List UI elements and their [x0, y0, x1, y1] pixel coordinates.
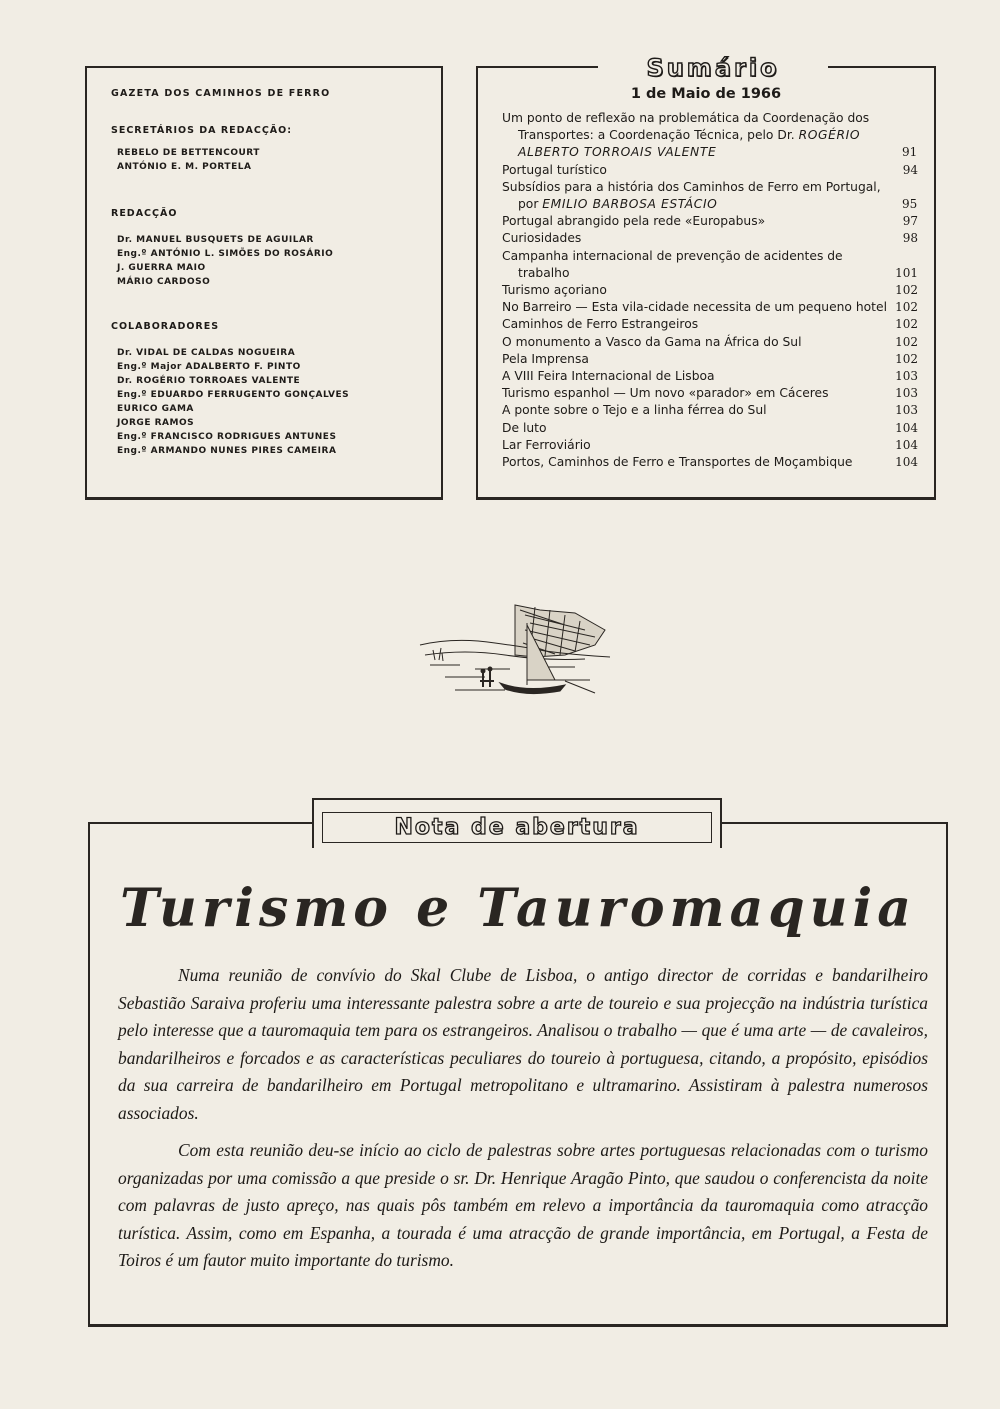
toc-item[interactable]: [502, 368, 926, 385]
toc-item[interactable]: [502, 162, 926, 179]
toc-item-page: 103: [895, 403, 918, 418]
toc-item-title: Portugal turístico: [502, 162, 607, 177]
toc-item-page: 104: [895, 455, 918, 470]
toc-item[interactable]: Subsídios para a história dos Caminhos de Ferro em Portugal, por EMILIO BARBOSA ESTÁCIO 95: [502, 179, 918, 212]
staff-name: EURICO GAMA: [117, 404, 194, 414]
staff-name: Eng.º EDUARDO FERRUGENTO GONÇALVES: [117, 390, 350, 400]
staff-name: Eng.º FRANCISCO RODRIGUES ANTUNES: [117, 432, 337, 442]
staff-box: [85, 66, 443, 500]
toc-item-title: Caminhos de Ferro Estrangeiros: [502, 317, 699, 332]
toc-item-title: De luto: [502, 420, 547, 435]
toc-item[interactable]: [502, 402, 926, 419]
sumario-title: Sumário: [646, 54, 780, 82]
toc-item-author: EMILIO BARBOSA ESTÁCIO: [542, 197, 718, 212]
toc-item-title: Campanha internacional de prevenção de acidentes de trabalho: [502, 248, 843, 280]
toc-item[interactable]: [502, 420, 926, 437]
toc-item-title: Portugal abrangido pela rede «Europabus»: [502, 214, 766, 229]
toc-item-page: 102: [895, 334, 918, 349]
toc-item[interactable]: [502, 282, 926, 299]
secretarios-title: SECRETÁRIOS DA REDACÇÃO:: [111, 125, 293, 136]
article-body: [118, 962, 928, 1285]
toc-item[interactable]: [502, 316, 926, 333]
secretarios-list: [111, 146, 431, 174]
toc-item[interactable]: [502, 454, 926, 471]
toc-item[interactable]: [502, 385, 926, 402]
toc-item[interactable]: [502, 213, 926, 230]
table-of-contents: [502, 110, 926, 471]
masthead: GAZETA DOS CAMINHOS DE FERRO: [111, 88, 331, 99]
toc-item[interactable]: [502, 351, 926, 368]
colaboradores-title: COLABORADORES: [111, 321, 220, 332]
staff-name: J. GUERRA MAIO: [117, 263, 206, 273]
toc-item-page: 102: [895, 317, 918, 332]
staff-name: JORGE RAMOS: [117, 418, 195, 428]
toc-item-page: 101: [895, 265, 918, 280]
staff-name: Eng.º Major ADALBERTO F. PINTO: [117, 362, 301, 372]
article-headline: Turismo e Tauromaquia: [120, 878, 916, 939]
toc-item-title: A VIII Feira Internacional de Lisboa: [502, 369, 715, 384]
toc-item[interactable]: [502, 437, 926, 454]
sumario-box: [476, 54, 936, 500]
toc-item[interactable]: [502, 230, 926, 247]
toc-item-title: Turismo açoriano: [502, 283, 607, 298]
staff-name: Dr. ROGÉRIO TORROAES VALENTE: [117, 376, 301, 386]
redaccao-title: REDACÇÃO: [111, 208, 178, 219]
staff-name: Dr. VIDAL DE CALDAS NOGUEIRA: [117, 348, 296, 358]
staff-name: Eng.º ANTÓNIO L. SIMÕES DO ROSÁRIO: [117, 249, 334, 259]
article-paragraph: Numa reunião de convívio do Skal Clube de Lisboa, o antigo director de corridas e bandarilheiro Sebastião Saraiva proferiu uma interessante palestra sobre a arte de toureio e sua projecção na indústria turística pelo interesse que a tauromaquia tem para os estrangeiros. Analisou o trabalho — que é uma arte — de cavaleiros, bandarilheiros e forcados e as características peculiares do toureio à portuguesa, citando, a propósito, episódios da sua carreira de bandarilheiro em Portugal metropolitano e ultramarino. Assistiram à palestra numerosos associados.: [118, 965, 928, 1123]
staff-name: REBELO DE BETTENCOURT: [117, 148, 260, 158]
staff-name: Eng.º ARMANDO NUNES PIRES CAMEIRA: [117, 446, 337, 456]
toc-item-page: 103: [895, 369, 918, 384]
toc-item-title: Lar Ferroviário: [502, 437, 591, 452]
toc-item-page: 102: [895, 300, 918, 315]
toc-item[interactable]: [502, 299, 926, 316]
section-label: Nota de abertura: [322, 812, 712, 843]
staff-name: ANTÓNIO E. M. PORTELA: [117, 162, 252, 172]
toc-item-title: No Barreiro — Esta vila-cidade necessita de um pequeno hotel: [502, 300, 887, 315]
toc-item-title: Portos, Caminhos de Ferro e Transportes de Moçambique: [502, 455, 853, 470]
sumario-title-plate: [598, 54, 828, 82]
toc-item-page: 104: [895, 437, 918, 452]
issue-date: 1 de Maio de 1966: [630, 86, 782, 102]
toc-item-title: O monumento a Vasco da Gama na África do Sul: [502, 334, 802, 349]
toc-item[interactable]: Um ponto de reflexão na problemática da Coordenação dos Transportes: a Coordenação Técnica, pelo Dr. ROGÉRIO ALBERTO TORROAIS VALENTE 91: [502, 111, 918, 160]
section-label-frame: [312, 798, 722, 848]
boat-vignette-illustration: [415, 585, 615, 715]
toc-item-page: 97: [902, 214, 918, 229]
staff-name: MÁRIO CARDOSO: [117, 277, 211, 287]
toc-item-title: Curiosidades: [502, 231, 582, 246]
toc-item-author: ROGÉRIO ALBERTO TORROAIS VALENTE: [518, 128, 861, 160]
toc-item-title: Um ponto de reflexão na problemática da Coordenação dos Transportes: a Coordenação Técnica, pelo Dr.: [502, 111, 870, 143]
toc-item-title: Turismo espanhol — Um novo «parador» em Cáceres: [502, 386, 829, 401]
article-paragraph: Com esta reunião deu-se início ao ciclo de palestras sobre artes portuguesas relacionadas com o turismo organizadas por uma comissão a que preside o sr. Dr. Henrique Aragão Pinto, que saudou o conferencista da noite com palavras de justo apreço, nas quais pôs também em relevo a importância da tauromaquia como atracção turística. Assim, como em Espanha, a tourada é uma atracção de grande importância, em Portugal, a Festa de Toiros é um fautor muito importante do turismo.: [118, 1140, 928, 1270]
toc-item-page: 102: [895, 283, 918, 298]
toc-item-page: 104: [895, 420, 918, 435]
toc-item-page: 94: [902, 162, 918, 177]
redaccao-list: [111, 233, 431, 289]
colaboradores-list: [111, 346, 431, 458]
toc-item-page: 98: [902, 231, 918, 246]
staff-name: Dr. MANUEL BUSQUETS DE AGUILAR: [117, 235, 314, 245]
toc-item-page: 102: [895, 351, 918, 366]
toc-item-title: A ponte sobre o Tejo e a linha férrea do Sul: [502, 403, 767, 418]
toc-item[interactable]: [502, 248, 926, 282]
toc-item-page: 103: [895, 386, 918, 401]
toc-item[interactable]: [502, 334, 926, 351]
toc-item-title: Subsídios para a história dos Caminhos de Ferro em Portugal, por: [502, 179, 881, 212]
toc-item-title: Pela Imprensa: [502, 351, 589, 366]
